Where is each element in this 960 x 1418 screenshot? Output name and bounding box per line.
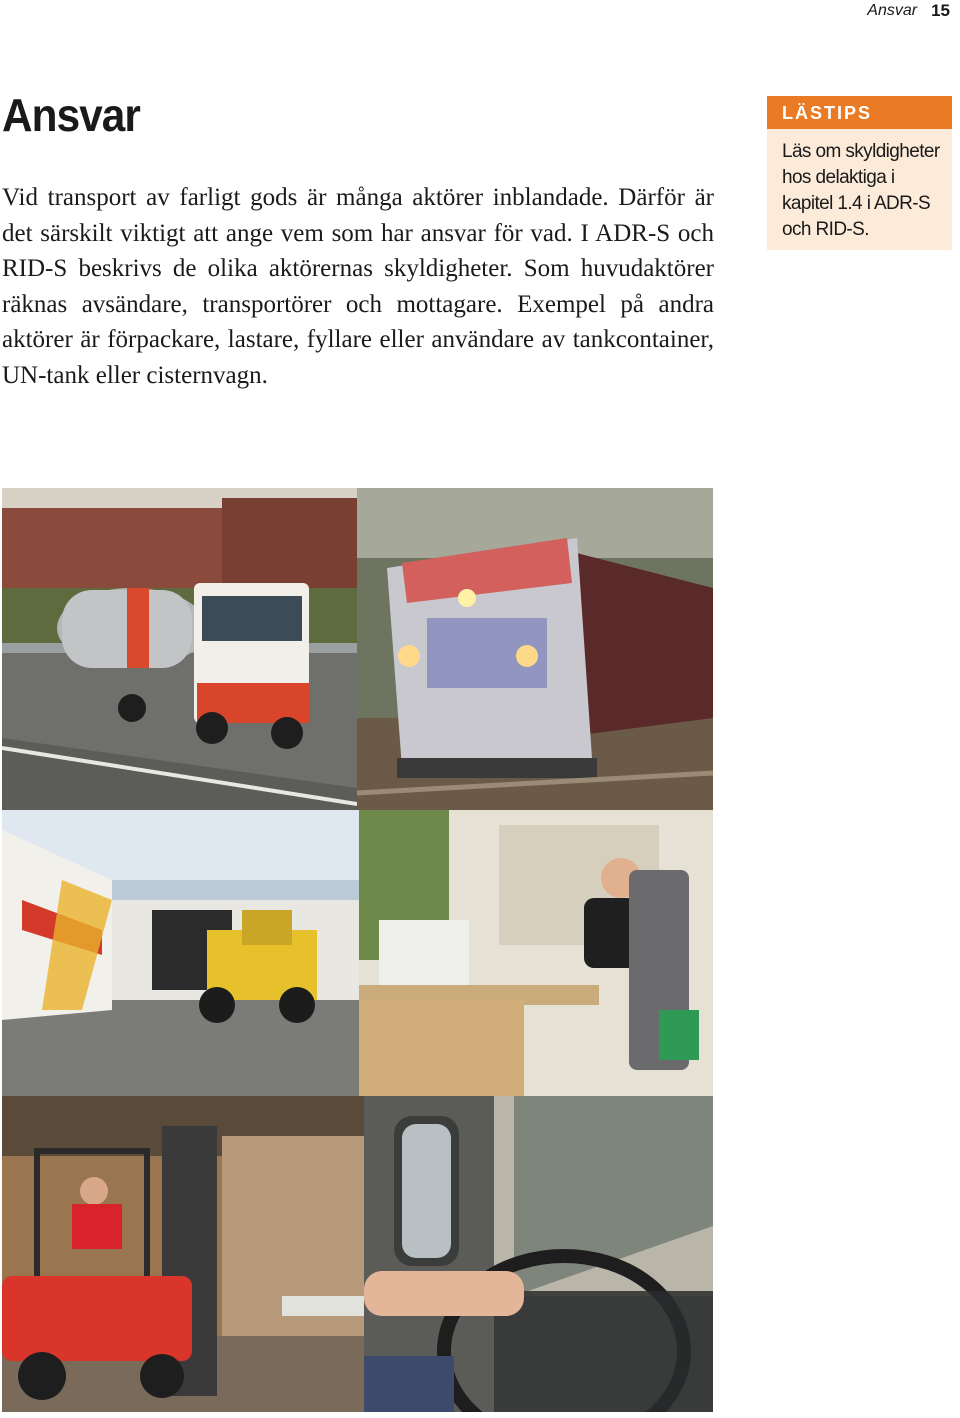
reading-tip-text: Läs om skyldigheter hos delaktiga i kapitel 1.4 i ADR-S och RID-S. <box>782 141 940 240</box>
reading-tip-box <box>767 96 952 250</box>
body-paragraph: Vid transport av farligt gods är många aktörer inblandade. Därför är det särskilt viktigt att ange vem som har ansvar för vad. I ADR-S och RID-S beskrivs de olika aktörernas skyldigheter. Som huvudaktörer räknas avsändare, transportörer och mottagare. Exempel på andra aktörer är förpackare, lastare, fyllare eller användare av tankcontainer, UN-tank eller cisternvagn. <box>2 184 714 389</box>
tanker-truck-photo <box>2 488 357 810</box>
running-head <box>867 0 950 22</box>
freight-train-photo <box>357 488 713 810</box>
reading-tip-heading: LÄSTIPS <box>767 96 952 129</box>
running-head-section: Ansvar <box>867 2 918 19</box>
forklift-photo <box>2 1096 364 1412</box>
truck-driver-photo <box>364 1096 713 1412</box>
loading-dock-photo <box>2 810 359 1096</box>
page-number: 15 <box>931 1 950 20</box>
office-worker-photo <box>359 810 713 1096</box>
page-title: Ansvar <box>2 89 140 141</box>
